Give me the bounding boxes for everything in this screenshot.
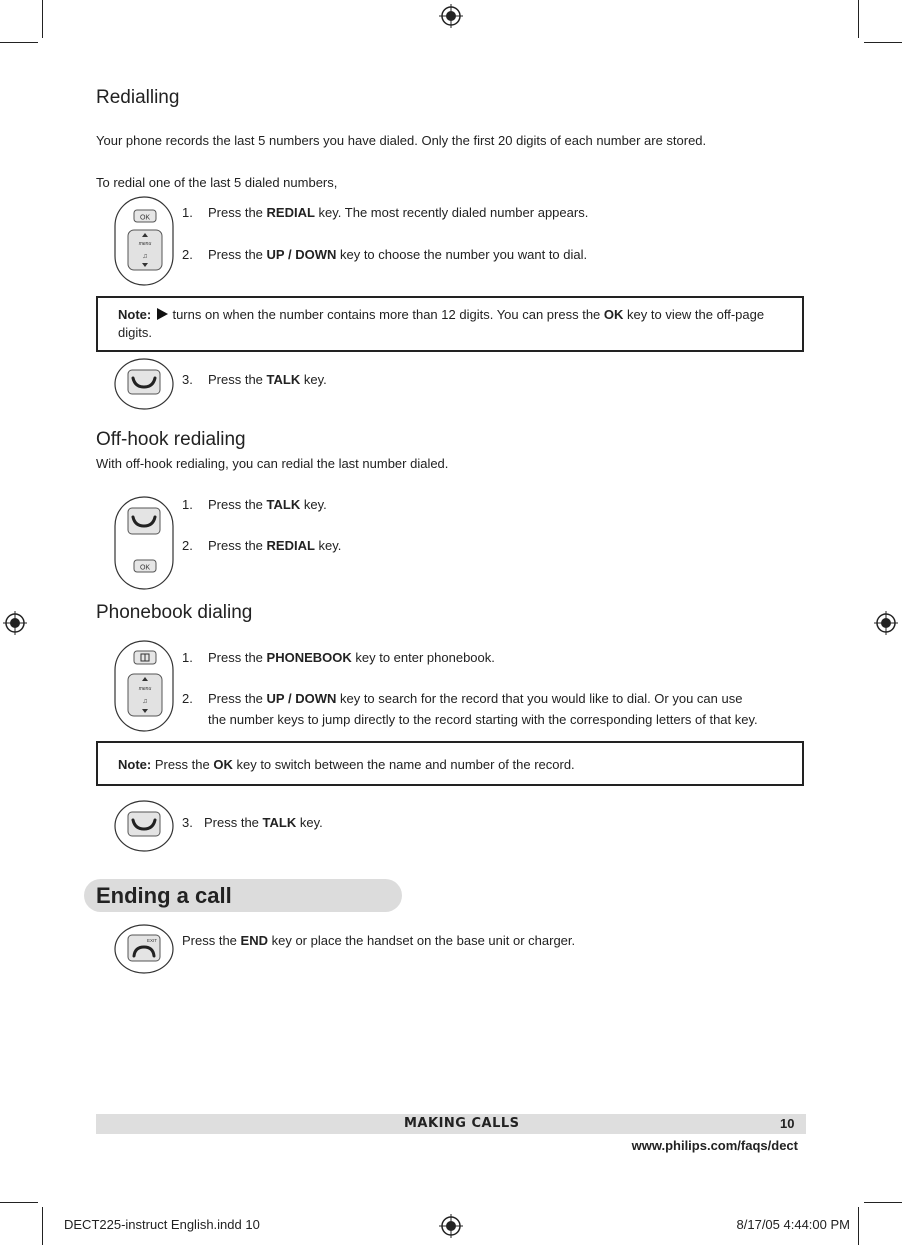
offhook-intro: With off-hook redialing, you can redial the last number dialed.	[96, 456, 449, 471]
footer-bar	[96, 1114, 806, 1134]
talk-ok-key-icon	[114, 496, 174, 590]
section-title-redialling: Redialling	[96, 87, 180, 108]
crop-mark	[858, 0, 859, 38]
crop-mark	[0, 1202, 38, 1203]
section-title-ending: Ending a call	[96, 883, 232, 908]
redialling-step-3: 3. Press the TALK key.	[182, 372, 327, 387]
footer-url: www.philips.com/faqs/dect	[631, 1138, 798, 1153]
offhook-steps: 1. Press the TALK key. 2. Press the REDIAL key.	[182, 497, 342, 553]
registration-mark-icon	[3, 611, 27, 635]
svg-text:♫: ♫	[142, 253, 148, 260]
section-title-phonebook: Phonebook dialing	[96, 602, 253, 623]
crop-mark	[42, 1207, 43, 1245]
key-label-ok: OK	[139, 214, 151, 222]
redialling-steps: 1. Press the REDIAL key. The most recently dialed number appears. 2. Press the UP / DOWN key to choose the number you want to dial.	[182, 205, 589, 262]
footer-section-title: MAKING CALLS	[404, 1116, 520, 1131]
crop-mark	[858, 1207, 859, 1245]
registration-mark-icon	[439, 4, 463, 28]
redialling-intro: Your phone records the last 5 numbers you have dialed. Only the first 20 digits of each number are stored.	[96, 133, 707, 148]
redialling-lead: To redial one of the last 5 dialed numbers,	[96, 175, 338, 190]
phonebook-steps: 1. Press the PHONEBOOK key to enter phonebook. 2. Press the UP / DOWN key to search for the record that you would like to dial. Or you can use the number keys to jump directly to the record starting with the corresponding letters of that key.	[182, 650, 758, 727]
crop-mark	[42, 0, 43, 38]
end-key-icon	[114, 924, 174, 974]
key-label-exit: EXIT	[146, 938, 158, 943]
phonebook-navigation-key-icon	[114, 640, 174, 732]
svg-text:♫: ♫	[142, 698, 148, 705]
registration-mark-icon	[874, 611, 898, 635]
registration-mark-icon	[439, 1214, 463, 1238]
note-box-redial: Note: turns on when the number contains more than 12 digits. You can press the OK key to view the off-page digits.	[96, 296, 804, 352]
crop-mark	[864, 42, 902, 43]
section-banner-ending	[84, 879, 402, 912]
arrow-indicator-icon	[155, 307, 169, 321]
talk-key-icon	[114, 358, 174, 410]
key-label-menu: menu	[138, 241, 152, 247]
file-slug: DECT225-instruct English.indd 10	[64, 1217, 260, 1232]
svg-text:OK: OK	[139, 564, 151, 572]
ending-instruction: Press the END key or place the handset on the base unit or charger.	[182, 933, 576, 948]
ok-navigation-key-icon	[114, 196, 174, 286]
print-timestamp: 8/17/05 4:44:00 PM	[736, 1217, 850, 1232]
crop-mark	[864, 1202, 902, 1203]
page-number: 10	[780, 1116, 795, 1131]
svg-text:menu: menu	[138, 686, 152, 692]
section-title-offhook: Off-hook redialing	[96, 429, 246, 450]
talk-key-icon	[114, 800, 174, 852]
crop-mark	[0, 42, 38, 43]
phonebook-step-3: 3. Press the TALK key.	[182, 815, 323, 830]
note-box-phonebook: Note: Press the OK key to switch between the name and number of the record.	[96, 741, 804, 786]
